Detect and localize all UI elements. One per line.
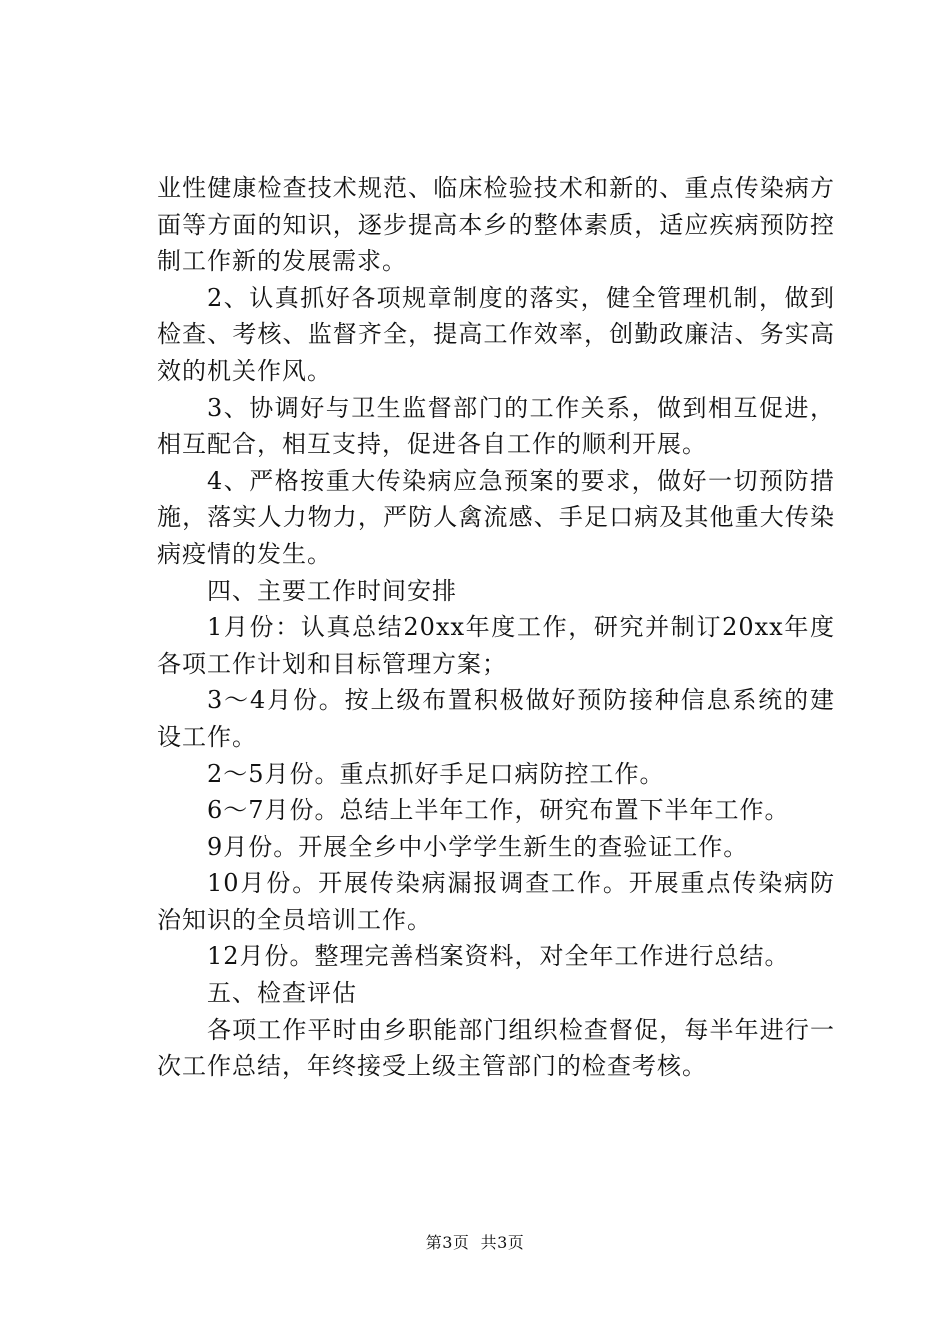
schedule-item-october: 10月份。开展传染病漏报调查工作。开展重点传染病防治知识的全员培训工作。 — [157, 869, 835, 934]
section-heading-schedule: 四、主要工作时间安排 — [207, 576, 457, 605]
schedule-item-september: 9月份。开展全乡中小学学生新生的查验证工作。 — [207, 832, 749, 861]
schedule-item-march-april: 3～4月份。按上级布置积极做好预防接种信息系统的建设工作。 — [157, 686, 835, 751]
schedule-item-january: 1月份：认真总结20xx年度工作，研究并制订20xx年度各项工作计划和目标管理方案； — [157, 613, 835, 678]
schedule-item-december: 12月份。整理完善档案资料，对全年工作进行总结。 — [207, 942, 790, 971]
section-heading-evaluation: 五、检查评估 — [207, 979, 357, 1008]
paragraph-2: 2、认真抓好各项规章制度的落实，健全管理机制，做到检查、考核、监督齐全，提高工作效率，创勤政廉洁、务实高效的机关作风。 — [157, 283, 835, 385]
paragraph-3: 3、协调好与卫生监督部门的工作关系，做到相互促进，相互配合，相互支持，促进各自工作的顺利开展。 — [157, 393, 835, 459]
schedule-item-june-july: 6～7月份。总结上半年工作，研究布置下半年工作。 — [207, 796, 790, 825]
paragraph-1: 业性健康检查技术规范、临床检验技术和新的、重点传染病方面等方面的知识，逐步提高本乡的整体素质，适应疾病预防控制工作新的发展需求。 — [157, 174, 835, 276]
page-footer: 第3页 共3页 — [425, 1233, 525, 1252]
paragraph-4: 4、严格按重大传染病应急预案的要求，做好一切预防措施，落实人力物力，严防人禽流感、手足口病及其他重大传染病疫情的发生。 — [157, 466, 835, 568]
schedule-item-february-may: 2～5月份。重点抓好手足口病防控工作。 — [207, 759, 665, 788]
paragraph-evaluation: 各项工作平时由乡职能部门组织检查督促，每半年进行一次工作总结，年终接受上级主管部门的检查考核。 — [157, 1015, 835, 1081]
document-body — [157, 170, 835, 1085]
